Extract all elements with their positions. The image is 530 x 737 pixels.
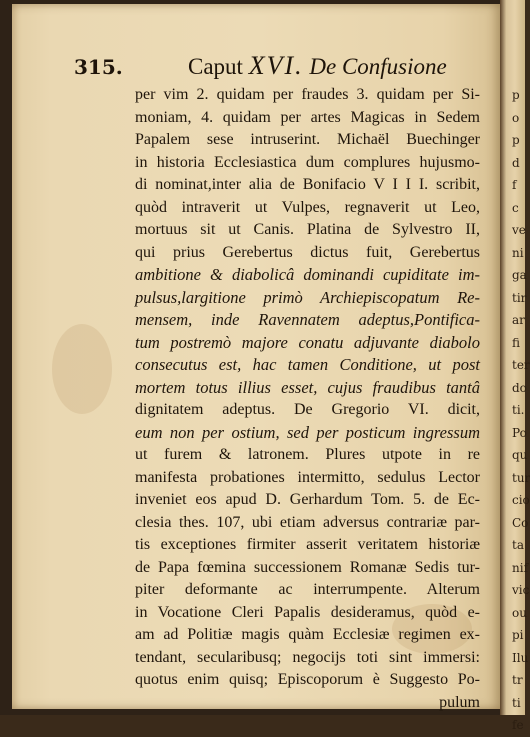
- text-line: manifesta probationes intermitto, sedulus Lector: [135, 468, 480, 486]
- text-line: pulsus,largitione primò Archiepiscopatum Re-: [135, 287, 480, 307]
- text-line: moniam, 4. quidam per artes Magicas in Sedem: [135, 108, 480, 126]
- running-head-numeral: XVI.: [248, 51, 304, 80]
- text-line: Papalem sese intruserint. Michaël Buechinger: [135, 131, 480, 148]
- facing-page-fragment: p: [512, 133, 520, 147]
- facing-page-fragment: o: [512, 110, 520, 125]
- facing-page-fragment: tur: [512, 470, 530, 485]
- facing-page-fragment: cio: [512, 493, 530, 507]
- facing-page-fragment: ga: [512, 268, 527, 282]
- text-line: in Vocatione Cleri Papalis desideramus, quòd e-: [135, 603, 480, 621]
- facing-page-fragment: tir: [512, 290, 527, 305]
- text-line: mortuus sit ut Canis. Platina de Sylvestro II,: [135, 221, 480, 238]
- running-head: [188, 51, 447, 81]
- facing-page-fragment: d: [512, 155, 520, 170]
- text-line: am ad Politiæ magis quàm Ecclesiæ regimen ex-: [135, 626, 480, 643]
- text-line: inveniet eos apud D. Gerhardum Tom. 5. de Ec-: [135, 491, 480, 508]
- text-line: quòd intraverit ut Vulpes, regnaverit ut Leo,: [135, 198, 480, 216]
- text-line: pulum: [439, 693, 480, 711]
- text-line: in historia Ecclesiastica dum complures hujusmo-: [135, 153, 480, 171]
- text-line: mortem totus illius esset, cujus fraudibus tantâ: [135, 377, 480, 397]
- facing-page-fragment: fi: [512, 335, 521, 350]
- facing-page-fragment: ti: [512, 695, 521, 710]
- text-line: qui prius Gerebertus dictus fuit, Gerebertus: [135, 243, 480, 261]
- facing-page-fragment: c: [512, 200, 519, 215]
- facing-page-fragment: pi: [512, 628, 524, 642]
- facing-page-fragment: ti.: [512, 403, 525, 417]
- facing-page-fragment: qu: [512, 448, 528, 462]
- text-line: mensem, inde Ravennatem adeptus,Pontifica-: [135, 310, 480, 329]
- text-line: per vim 2. quidam per fraudes 3. quidam per Si-: [135, 86, 480, 103]
- facing-page-fragment: vic: [512, 583, 530, 597]
- running-head-caput: Caput: [188, 54, 243, 79]
- text-line: ut furem & latronem. Plures utpote in re: [135, 446, 480, 463]
- text-line: consecutus est, hac tamen Conditione, ut post: [135, 355, 480, 374]
- text-line: clesia thes. 107, ubi etiam adversus contrariæ par-: [135, 513, 480, 531]
- text-line: quotus enim quisq; Episcoporum è Suggesto Po-: [135, 671, 480, 688]
- facing-page-fragment: ve: [512, 223, 526, 237]
- facing-page-fragment: Po: [512, 425, 527, 440]
- text-line: de Papa fœmina successionem Romanæ Sedis tur-: [135, 558, 480, 576]
- facing-page-fragment: do: [512, 380, 527, 395]
- facing-page-fragment: ni: [512, 245, 524, 260]
- facing-page-fragment: Ilu: [512, 650, 529, 665]
- facing-page-fragment: ou: [512, 605, 527, 620]
- paper-stain: [52, 324, 112, 414]
- text-line: piter deformante ac interrumpente. Alterum: [135, 581, 480, 598]
- facing-page-fragment: nif: [512, 560, 529, 575]
- facing-page-fragment: ter: [512, 358, 530, 372]
- facing-page-fragment: fe: [512, 718, 524, 732]
- facing-page-fragment: Co: [512, 515, 529, 530]
- text-line: tis exceptiones firmiter asserit veritatem historiæ: [135, 536, 480, 553]
- page-number: 315.: [74, 55, 123, 79]
- body-text: [135, 84, 480, 714]
- facing-page-fragment: p: [512, 88, 520, 102]
- text-line: di nominat,inter alia de Bonifacio V I I I. scribit,: [135, 176, 480, 193]
- text-line: eum non per ostium, sed per posticum ingressum: [135, 422, 480, 442]
- text-line: tendant, secularibusq; negocijs toti sint immersi:: [135, 648, 480, 666]
- text-line: ambitione & diabolicâ dominandi cupiditate im-: [135, 265, 480, 284]
- text-line: tum postremò majore conatu adjuvante diabolo: [135, 332, 480, 352]
- facing-page-text-fragments: [512, 84, 530, 737]
- text-line: dignitatem adeptus. De Gregorio VI. dicit,: [135, 401, 480, 418]
- running-head-title: De Confusione: [309, 54, 447, 79]
- facing-page-fragment: tr: [512, 673, 523, 687]
- facing-page-fragment: ta: [512, 538, 524, 552]
- facing-page-fragment: f: [512, 178, 517, 192]
- facing-page-fragment: ar: [512, 313, 525, 327]
